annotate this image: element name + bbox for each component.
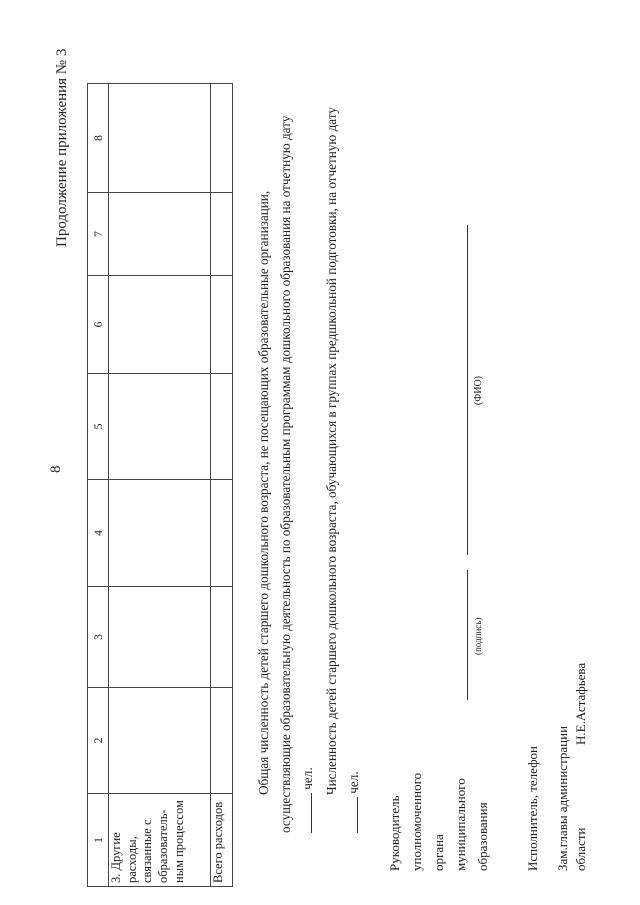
- signature-line: [467, 570, 468, 700]
- row-label-other-expenses: [109, 794, 211, 887]
- column-number: 4: [88, 480, 109, 587]
- table-cell: [109, 688, 211, 794]
- cell-line: 3. Другие: [109, 832, 123, 883]
- deputy-name: Н.Е.Астафьева: [573, 662, 588, 745]
- expenses-table: [87, 83, 233, 887]
- column-number: 1: [88, 794, 109, 887]
- cell-line: расходы,: [124, 836, 139, 883]
- table-cell: [211, 374, 233, 480]
- table-row: [109, 84, 211, 887]
- head-of-authority-label: [384, 773, 494, 871]
- unit-label: чел.: [346, 771, 361, 794]
- label-line: образования: [475, 802, 490, 871]
- deputy-title: Зам.главы администрации: [555, 725, 570, 871]
- table-cell: [109, 193, 211, 276]
- blank-field: [299, 793, 312, 833]
- table-cell: [211, 193, 233, 276]
- cell-line: образователь-: [155, 809, 170, 883]
- label-line: муниципального: [453, 778, 468, 871]
- table-cell: [109, 276, 211, 374]
- preschool-group-paragraph: [321, 93, 365, 833]
- paragraph-text: Численность детей старшего дошкольного возраста, обучающихся в группах предшкольной подготовки, на отчетную дату: [324, 107, 339, 795]
- table-cell: [109, 587, 211, 688]
- label-line: органа: [431, 834, 446, 871]
- signature-caption: (подпись): [473, 617, 483, 655]
- label-line: уполномоченного: [409, 772, 424, 871]
- deputy-region: области: [573, 827, 588, 871]
- column-number: 3: [88, 587, 109, 688]
- column-number: 8: [88, 84, 109, 193]
- table-cell: [109, 374, 211, 480]
- column-number: 6: [88, 276, 109, 374]
- column-number: 2: [88, 688, 109, 794]
- name-caption: (ФИО): [473, 375, 484, 405]
- table-cell: [211, 276, 233, 374]
- label-line: Руководитель: [387, 795, 402, 871]
- table-cell: [211, 480, 233, 587]
- table-cell: [211, 84, 233, 193]
- annex-caption: Продолжение приложения № 3: [54, 48, 70, 247]
- paragraph-text: Общая численность детей старшего дошкольного возраста, не посещающих образовательные организации, осуществляющие образовательную деятельность по образовательным программам дошкольного образования на отчетную дату: [256, 115, 293, 833]
- blank-field: [345, 797, 358, 833]
- cell-line: связанные с: [140, 819, 155, 883]
- table-cell: [211, 688, 233, 794]
- table-row: [211, 84, 233, 887]
- page-number: 8: [48, 465, 64, 473]
- column-number-row: [88, 84, 109, 887]
- table-cell: [109, 84, 211, 193]
- column-number: 5: [88, 374, 109, 480]
- row-label-total: Всего расходов: [211, 794, 233, 887]
- unit-label: чел.: [300, 767, 315, 790]
- table-cell: [211, 587, 233, 688]
- total-children-paragraph: [253, 93, 319, 833]
- cell-line: ным процессом: [171, 800, 186, 883]
- name-line: [467, 225, 468, 555]
- table-cell: [109, 480, 211, 587]
- executor-label: Исполнитель, телефон: [525, 746, 540, 871]
- column-number: 7: [88, 193, 109, 276]
